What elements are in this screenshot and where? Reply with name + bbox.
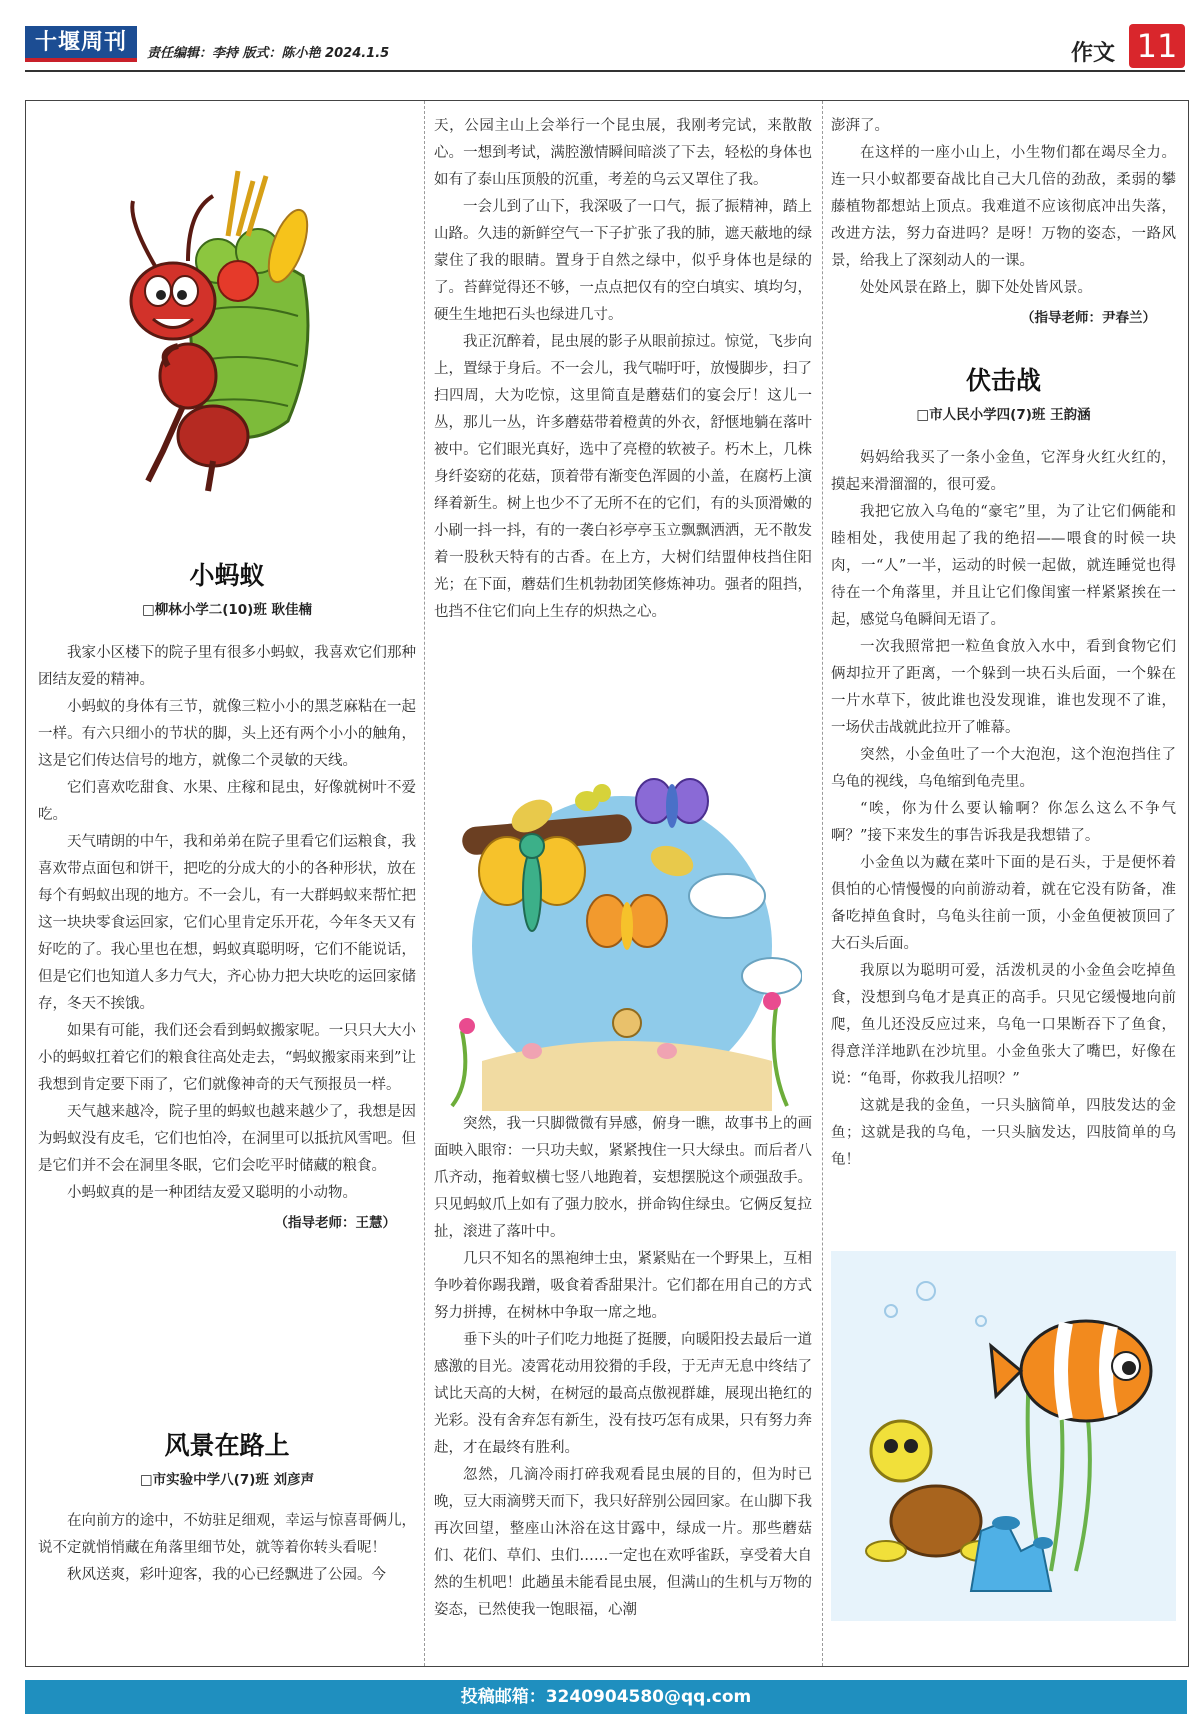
article-paragraph: 在向前方的途中，不妨驻足细观，幸运与惊喜哥俩儿，说不定就悄悄藏在角落里细节处，就等着你转头看呢！	[38, 1513, 416, 1556]
article-byline: □市实验中学八(7)班 刘彦声	[139, 1472, 315, 1488]
insect-illustration	[442, 761, 802, 1111]
article-title: 小蚂蚁	[189, 561, 265, 590]
article-paragraph: 垂下头的叶子们吃力地挺了挺腰，向暖阳投去最后一道感激的目光。凌霄花动用狡猾的手段，于无声无息中终结了试比天高的大树，在树冠的最高点傲视群雄，展现出艳红的光彩。没有舍弃怎有新生，没有技巧怎有成果，只有努力奔赴，才在最终有胜利。	[434, 1332, 812, 1456]
article-paragraph: 突然，小金鱼吐了一个大泡泡，这个泡泡挡住了乌龟的视线，乌龟缩到龟壳里。	[831, 747, 1176, 790]
article-paragraph: 如果有可能，我们还会看到蚂蚁搬家呢。一只只大大小小的蚂蚁扛着它们的粮食往高处走去，“蚂蚁搬家雨来到”让我想到肯定要下雨了，它们就像神奇的天气预报员一样。	[38, 1023, 416, 1093]
article-paragraph: 处处风景在路上，脚下处处皆风景。	[860, 280, 1092, 296]
article-paragraph: 一次我照常把一粒鱼食放入水中，看到食物它们俩却拉开了距离，一个躲到一块石头后面，一个躲在一片水草下，彼此谁也没发现谁，谁也发现不了谁，一场伏击战就此拉开了帷幕。	[831, 639, 1176, 736]
column-3	[831, 101, 1176, 1666]
article-paragraph: 天气越来越冷，院子里的蚂蚁也越来越少了，我想是因为蚂蚁没有皮毛，它们也怕冷，在洞里可以抵抗风雪吧。但是它们并不会在洞里冬眠，它们会吃平时储藏的粮食。	[38, 1104, 416, 1174]
column-divider	[424, 101, 425, 1666]
article-paragraph: 天气晴朗的中午，我和弟弟在院子里看它们运粮食，我喜欢带点面包和饼干，把吃的分成大的小的各种形状，放在每个有蚂蚁出现的地方。不一会儿，有一大群蚂蚁来帮忙把这一块块零食运回家，它们心里肯定乐开花，今年冬天又有好吃的了。我心里也在想，蚂蚁真聪明呀，它们不能说话，但是它们也知道人多力气大，齐心协力把大块吃的运回家储存，冬天不挨饿。	[38, 834, 416, 1012]
article-paragraph: 一会儿到了山下，我深吸了一口气，振了振精神，踏上山路。久违的新鲜空气一下子扩张了我的肺，遮天蔽地的绿蒙住了我的眼睛。置身于自然之绿中，似乎身体也是绿的了。苔藓觉得还不够，一点点把仅有的空白填实、填均匀，硬生生地把石头也绿进几寸。	[434, 199, 812, 323]
article-paragraph: 几只不知名的黑袍绅士虫，紧紧贴在一个野果上，互相争吵着你踢我蹭，吸食着香甜果汁。它们都在用自己的方式努力拼搏，在树林中争取一席之地。	[434, 1251, 812, 1321]
article-paragraph: 在这样的一座小山上，小生物们都在竭尽全力。连一只小蚁都要奋战比自己大几倍的劲敌，柔弱的攀藤植物都想站上顶点。我难道不应该彻底冲出失落，改进方法，努力奋进吗？是呀！万物的姿态，一路风景，给我上了深刻动人的一课。	[831, 145, 1176, 269]
content-frame	[25, 100, 1189, 1667]
article-paragraph: 这就是我的金鱼，一只头脑简单，四肢发达的金鱼；这就是我的乌龟，一只头脑发达，四肢简单的乌龟！	[831, 1098, 1176, 1168]
fish-turtle-illustration	[831, 1251, 1176, 1621]
teacher-credit: （指导老师：王慧）	[274, 1215, 396, 1231]
article-paragraph: 秋风送爽，彩叶迎客，我的心已经飘进了公园。今	[67, 1567, 386, 1583]
article-paragraph: 我家小区楼下的院子里有很多小蚂蚁，我喜欢它们那种团结友爱的精神。	[38, 645, 416, 688]
footer-submission-email: 投稿邮箱：3240904580@qq.com	[25, 1680, 1187, 1714]
masthead	[25, 20, 1185, 66]
article-paragraph: 我把它放入乌龟的“豪宅”里，为了让它们俩能和睦相处，我使用起了我的绝招——喂食的时候一块肉，一“人”一半，运动的时候一起做，就连睡觉也得待在一个角落里，并且让它们像闺蜜一样紧紧挨在一起，感觉乌龟瞬间无语了。	[831, 504, 1176, 628]
article-paragraph: 忽然，几滴冷雨打碎我观看昆虫展的目的，但为时已晚，豆大雨滴劈天而下，我只好辞别公园回家。在山脚下我再次回望，整座山沐浴在这甘露中，绿成一片。那些蘑菇们、花们、草们、虫们……一定也在欢呼雀跃，享受着大自然的生机吧！此趟虽未能看昆虫展，但满山的生机与万物的姿态，已然使我一饱眼福，心潮	[434, 1467, 812, 1618]
article-title: 伏击战	[965, 366, 1041, 395]
article-paragraph: 突然，我一只脚微微有异感，俯身一瞧，故事书上的画面映入眼帘：一只功夫蚁，紧紧拽住一只大绿虫。而后者八爪齐动，拖着蚁横七竖八地跑着，妄想摆脱这个顽强敌手。只见蚂蚁爪上如有了强力胶水，拼命钩住绿虫。它俩反复拉扯，滚进了落叶中。	[434, 1116, 812, 1240]
article-byline: □柳林小学二(10)班 耿佳楠	[141, 602, 313, 618]
newspaper-logo: 十堰周刊	[25, 26, 137, 60]
logo-stripe	[25, 58, 137, 62]
column-divider	[822, 101, 823, 1666]
article-paragraph: 澎湃了。	[831, 118, 889, 134]
editor-info: 责任编辑：李持 版式：陈小艳 2024.1.5	[147, 46, 390, 61]
teacher-credit: （指导老师：尹春兰）	[1021, 310, 1156, 326]
article-title: 风景在路上	[164, 1431, 290, 1460]
article-paragraph: 小金鱼以为藏在菜叶下面的是石头，于是便怀着俱怕的心情慢慢的向前游动着，就在它没有防备，准备吃掉鱼食时，乌龟头往前一顶，小金鱼便被顶回了大石头后面。	[831, 855, 1176, 952]
article-paragraph: 它们喜欢吃甜食、水果、庄稼和昆虫，好像就树叶不爱吃。	[38, 780, 416, 823]
article-paragraph: 我正沉醉着，昆虫展的影子从眼前掠过。惊觉，飞步向上，置绿于身后。不一会儿，我气喘吁吁，放慢脚步，扫了扫四周，大为吃惊，这里简直是蘑菇们的宴会厅！这儿一丛，那儿一丛，许多蘑菇带着橙黄的外衣，舒惬地躺在落叶被中。它们眼光真好，选中了亮橙的软被子。朽木上，几株身纤姿窈的花菇，顶着带有渐变色浑圆的小盖，在腐朽上演绎着新生。树上也少不了无所不在的它们，有的头顶滑嫩的小刷一抖一抖，有的一袭白衫亭亭玉立飘飘洒洒，无不散发着一股秋天特有的古香。在上方，大树们结盟伸枝挡住阳光；在下面，蘑菇们生机勃勃团笑修炼神功。强者的阻挡，也挡不住它们向上生存的炽热之心。	[434, 334, 812, 620]
page-number: 11	[1129, 24, 1185, 68]
article-paragraph: “唉，你为什么要认输啊？你怎么这么不争气啊？”接下来发生的事告诉我是我想错了。	[831, 801, 1176, 844]
header-rule	[25, 70, 1185, 72]
column-2	[434, 101, 812, 1666]
article-byline: □市人民小学四(7)班 王韵涵	[916, 407, 1091, 423]
article-paragraph: 天，公园主山上会举行一个昆虫展，我刚考完试，来散散心。一想到考试，满腔激情瞬间暗淡了下去，轻松的身体也如有了泰山压顶般的沉重，考差的乌云又罩住了我。	[434, 118, 812, 188]
column-1	[38, 101, 416, 1666]
article-paragraph: 妈妈给我买了一条小金鱼，它浑身火红火红的，摸起来滑溜溜的，很可爱。	[831, 450, 1176, 493]
article-paragraph: 小蚂蚁真的是一种团结友爱又聪明的小动物。	[67, 1185, 357, 1201]
article-paragraph: 我原以为聪明可爱，活泼机灵的小金鱼会吃掉鱼食，没想到乌龟才是真正的高手。只见它缓慢地向前爬，鱼儿还没反应过来，乌龟一口果断吞下了鱼食，得意洋洋地趴在沙坑里。小金鱼张大了嘴巴，好像在说：“龟哥，你救我儿招呗？”	[831, 963, 1176, 1087]
article-paragraph: 小蚂蚁的身体有三节，就像三粒小小的黑芝麻粘在一起一样。有六只细小的节状的脚，头上还有两个小小的触角，这是它们传达信号的地方，就像二个灵敏的天线。	[38, 699, 416, 769]
ant-illustration	[88, 151, 358, 501]
section-title: 作文	[1070, 41, 1115, 66]
